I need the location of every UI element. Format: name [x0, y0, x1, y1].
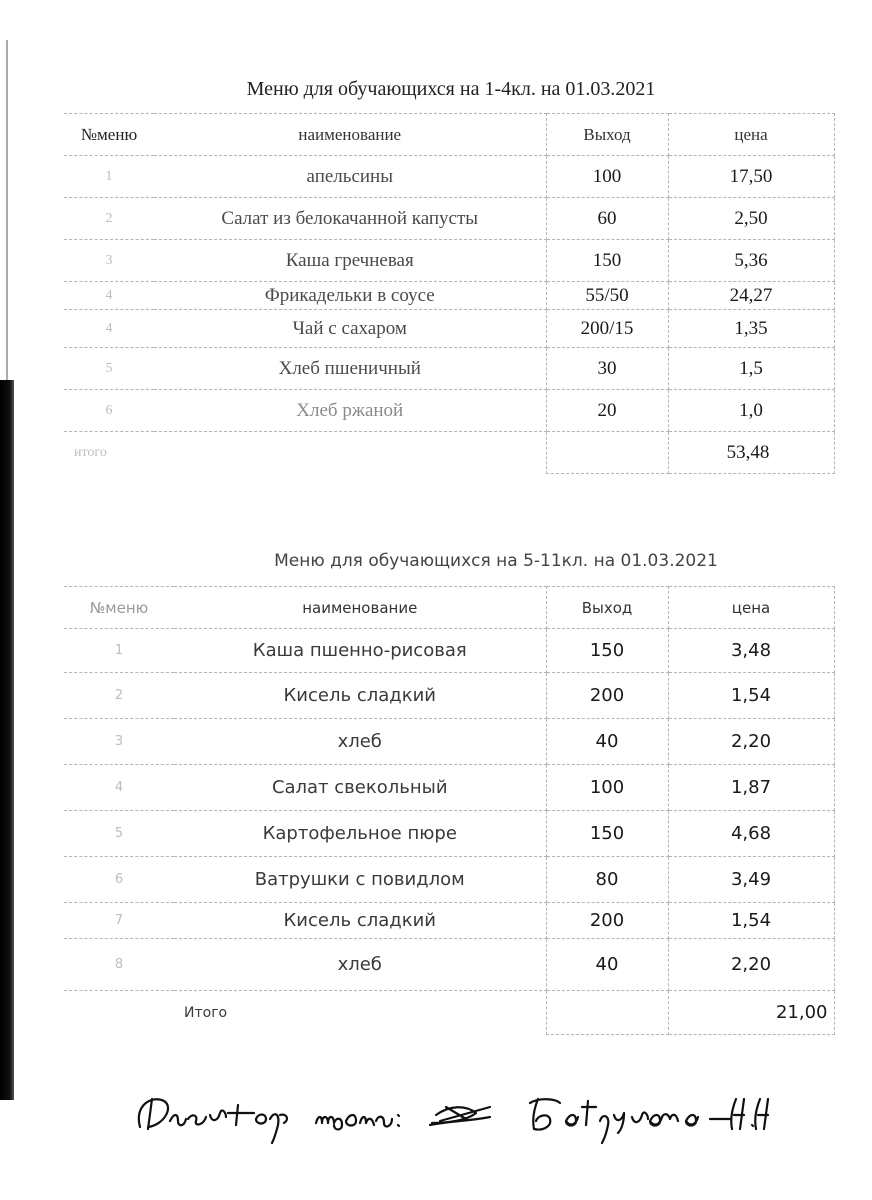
menu2-row-price: 1,54 — [668, 903, 834, 939]
menu1-total-label: итого — [74, 444, 107, 460]
menu1-table — [64, 113, 835, 474]
menu1-row-price: 1,35 — [668, 310, 834, 348]
menu1-row-num: 3 — [64, 240, 154, 282]
menu1-row-num: 4 — [64, 310, 154, 348]
menu1-row-num: 1 — [64, 156, 154, 198]
menu1-row-out: 100 — [546, 156, 668, 198]
menu2-header-num: №меню — [64, 587, 174, 629]
menu1-row-name: Фрикадельки в соусе — [154, 282, 546, 310]
menu2-row-price: 4,68 — [668, 811, 834, 857]
menu2-header-price: цена — [668, 587, 834, 629]
menu1-row-num: 4 — [64, 282, 154, 310]
table-row — [64, 765, 834, 811]
menu1-row-price: 2,50 — [668, 198, 834, 240]
menu2-row-out: 100 — [546, 765, 668, 811]
menu1-header-row — [64, 114, 834, 156]
menu1-row-name: Чай с сахаром — [154, 310, 546, 348]
menu1-row-num: 2 — [64, 198, 154, 240]
menu2-total-out — [546, 991, 668, 1035]
menu1-row-price: 24,27 — [668, 282, 834, 310]
table-row — [64, 719, 834, 765]
menu2-row-out: 150 — [546, 811, 668, 857]
scan-shadow-edge — [0, 380, 14, 1100]
menu2-row-name: Картофельное пюре — [174, 811, 546, 857]
menu2-row-name: хлеб — [174, 939, 546, 991]
menu2-header-row — [64, 587, 834, 629]
table-row — [64, 348, 834, 390]
menu2-row-name: Кисель сладкий — [174, 903, 546, 939]
menu2-total-spacer — [64, 991, 174, 1035]
menu1-total-value: 53,48 — [668, 432, 834, 474]
menu1-row-price: 1,5 — [668, 348, 834, 390]
menu2-row-name: Салат свекольный — [174, 765, 546, 811]
menu2-row-num: 8 — [64, 939, 174, 991]
menu1-row-price: 17,50 — [668, 156, 834, 198]
table-row — [64, 282, 834, 310]
menu1-header-out: Выход — [546, 114, 668, 156]
menu1-row-out: 30 — [546, 348, 668, 390]
menu2-row-price: 2,20 — [668, 939, 834, 991]
menu2-total-value: 21,00 — [668, 991, 834, 1035]
menu1-row-name: Хлеб пшеничный — [154, 348, 546, 390]
menu2-row-num: 1 — [64, 629, 174, 673]
director-signature — [130, 1085, 872, 1145]
menu2-row-out: 200 — [546, 903, 668, 939]
menu2-row-num: 6 — [64, 857, 174, 903]
table-row — [64, 156, 834, 198]
menu1-row-out: 200/15 — [546, 310, 668, 348]
menu2-total-label: Итого — [184, 1004, 228, 1021]
menu1-row-num: 6 — [64, 390, 154, 432]
menu1-row-out: 55/50 — [546, 282, 668, 310]
menu2-total-row — [64, 991, 834, 1035]
menu1-row-price: 1,0 — [668, 390, 834, 432]
menu2-title: Меню для обучающихся на 5-11кл. на 01.03.2021 — [274, 551, 718, 571]
menu2-row-num: 7 — [64, 903, 174, 939]
menu2-row-price: 2,20 — [668, 719, 834, 765]
table-row — [64, 390, 834, 432]
menu2-table — [64, 586, 835, 1035]
menu1-row-name: Хлеб ржаной — [154, 390, 546, 432]
menu2-row-name: Кисель сладкий — [174, 673, 546, 719]
menu2-row-num: 4 — [64, 765, 174, 811]
table-row — [64, 939, 834, 991]
menu2-row-num: 3 — [64, 719, 174, 765]
menu2-row-out: 150 — [546, 629, 668, 673]
menu2-row-name: Ватрушки с повидлом — [174, 857, 546, 903]
menu2-row-out: 40 — [546, 939, 668, 991]
menu1-total-out — [546, 432, 668, 474]
menu1-header-price: цена — [668, 114, 834, 156]
menu2-row-name: Каша пшенно-рисовая — [174, 629, 546, 673]
menu1-row-out: 150 — [546, 240, 668, 282]
menu2-row-out: 200 — [546, 673, 668, 719]
menu2-row-price: 3,48 — [668, 629, 834, 673]
menu2-row-out: 80 — [546, 857, 668, 903]
menu2-row-num: 5 — [64, 811, 174, 857]
table-row — [64, 857, 834, 903]
menu1-header-num: №меню — [64, 114, 154, 156]
menu2-row-num: 2 — [64, 673, 174, 719]
table-row — [64, 198, 834, 240]
menu1-row-out: 60 — [546, 198, 668, 240]
menu1-row-name: Салат из белокачанной капусты — [154, 198, 546, 240]
menu1-header-name: наименование — [154, 114, 546, 156]
menu1-row-price: 5,36 — [668, 240, 834, 282]
menu2-row-price: 3,49 — [668, 857, 834, 903]
table-row — [64, 240, 834, 282]
table-row — [64, 673, 834, 719]
menu1-row-name: апельсины — [154, 156, 546, 198]
table-row — [64, 811, 834, 857]
menu2-row-price: 1,54 — [668, 673, 834, 719]
menu2-row-out: 40 — [546, 719, 668, 765]
table-row — [64, 903, 834, 939]
menu1-row-out: 20 — [546, 390, 668, 432]
menu2-header-name: наименование — [174, 587, 546, 629]
menu2-row-price: 1,87 — [668, 765, 834, 811]
menu1-row-num: 5 — [64, 348, 154, 390]
table-row — [64, 629, 834, 673]
menu2-header-out: Выход — [546, 587, 668, 629]
menu2-row-name: хлеб — [174, 719, 546, 765]
table-row — [64, 310, 834, 348]
menu1-title: Меню для обучающихся на 1-4кл. на 01.03.2021 — [246, 78, 656, 100]
menu1-row-name: Каша гречневая — [154, 240, 546, 282]
menu1-total-row — [64, 432, 834, 474]
